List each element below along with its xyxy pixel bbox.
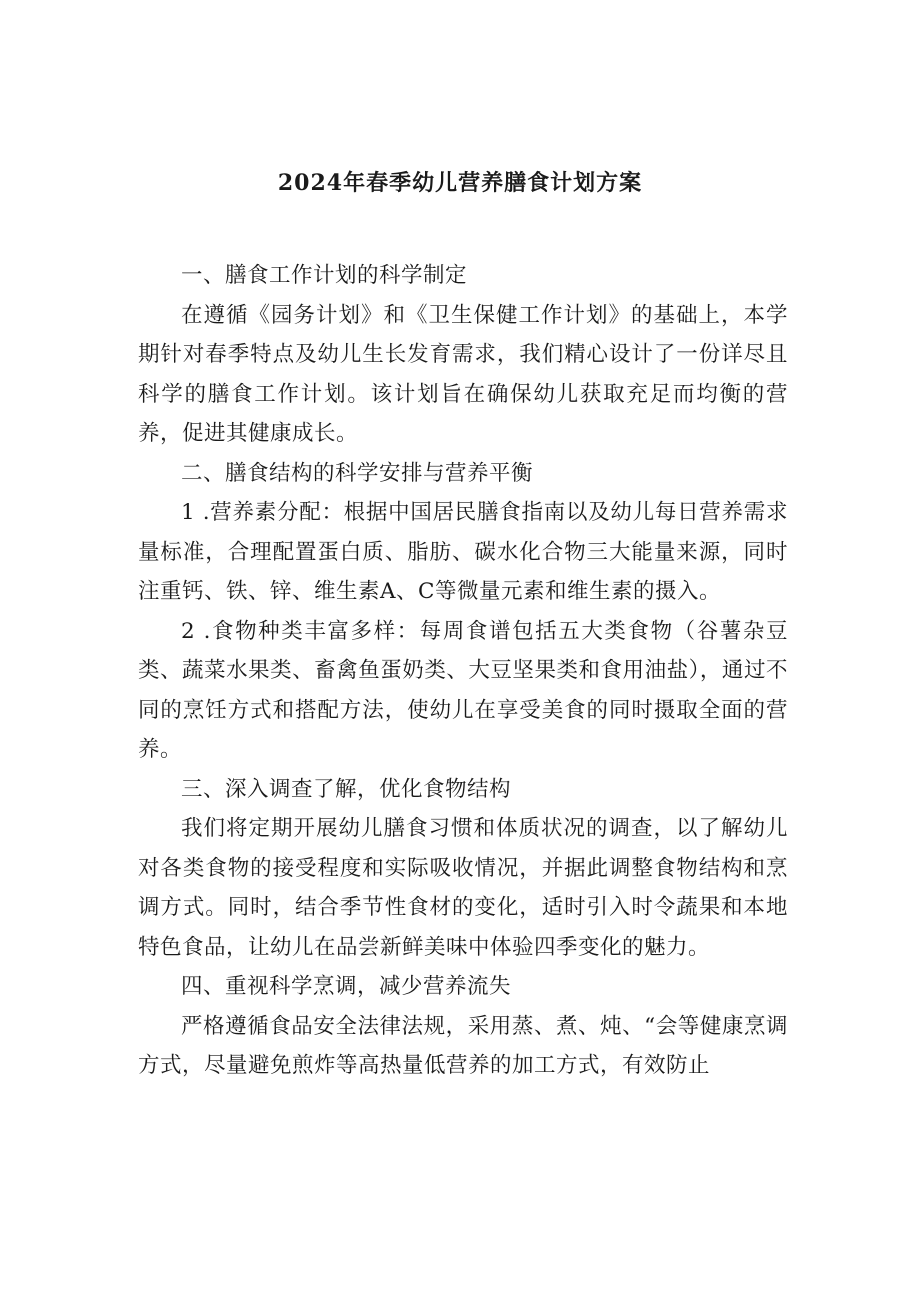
section-2-paragraph-1: 1 .营养素分配：根据中国居民膳食指南以及幼儿每日营养需求量标准，合理配置蛋白质、脂肪、碳水化合物三大能量来源，同时注重钙、铁、锌、维生素A、C等微量元素和维生素的摄入。 — [138, 500, 788, 604]
section-4-heading: 四、重视科学烹调，减少营养流失 — [181, 974, 512, 999]
section-2-heading: 二、膳食结构的科学安排与营养平衡 — [181, 460, 534, 486]
section-2-paragraph-2: 2 .食物种类丰富多样：每周食谱包括五大类食物（谷薯杂豆类、蔬菜水果类、畜禽鱼蛋奶类、大豆坚果类和食用油盐），通过不同的烹饪方式和搭配方法，使幼儿在享受美食的同时摄取全面的营养。 — [138, 618, 788, 762]
section-3-paragraph-1: 我们将定期开展幼儿膳食习惯和体质状况的调查，以了解幼儿对各类食物的接受程度和实际吸收情况，并据此调整食物结构和烹调方式。同时，结合季节性食材的变化，适时引入时令蔬果和本地特色食品，让幼儿在品尝新鲜美味中体验四季变化的魅力。 — [138, 816, 788, 960]
section-1-paragraph-1: 在遵循《园务计划》和《卫生保健工作计划》的基础上，本学期针对春季特点及幼儿生长发育需求，我们精心设计了一份详尽且科学的膳食工作计划。该计划旨在确保幼儿获取充足而均衡的营养，促进其健康成长。 — [138, 302, 788, 446]
document-title: 2024年春季幼儿营养膳食计划方案 — [277, 170, 643, 196]
section-4-paragraph-1: 严格遵循食品安全法律法规，采用蒸、煮、炖、“会等健康烹调方式，尽量避免煎炸等高热量低营养的加工方式，有效防止 — [138, 1013, 788, 1078]
section-1-heading: 一、膳食工作计划的科学制定 — [181, 263, 468, 288]
section-3-heading: 三、深入调查了解，优化食物结构 — [181, 776, 512, 802]
document-body — [138, 256, 788, 1086]
